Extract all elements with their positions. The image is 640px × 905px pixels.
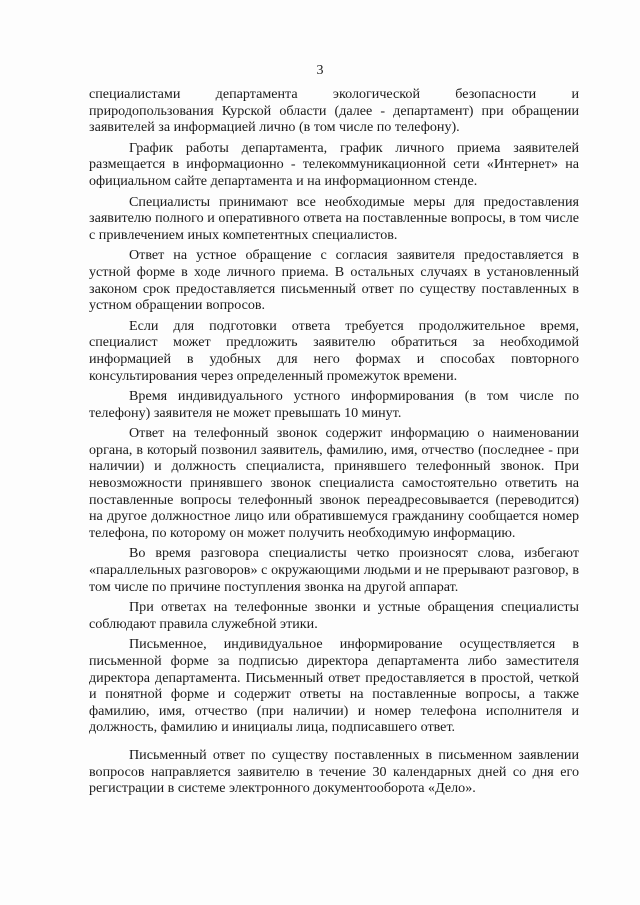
paragraph-written-informing: Письменное, индивидуальное информирование осуществляется в письменной форме за подписью директора департамента либо заместителя директора департамента. Письменный ответ предоставляется в простой, четкой и понятной форме и содержит ответы на поставленные вопросы, а также фамилию, имя, отчество (при наличии) и номер телефона исполнителя и должность, фамилию и инициалы лица, подписавшего ответ. [89,636,579,736]
paragraph-written-response-term: Письменный ответ по существу поставленных в письменном заявлении вопросов направляется заявителю в течение 30 календарных дней со дня его регистрации в системе электронного документооборота «Дело». [89,746,579,797]
page-number: 3 [316,63,324,78]
paragraph-schedule: График работы департамента, график личного приема заявителей размещается в информационно - телекоммуникационной сети «Интернет» на официальном сайте департамента и на информационном стенде. [89,139,579,189]
paragraph-ethics: При ответах на телефонные звонки и устные обращения специалисты соблюдают правила служебной этики. [89,599,579,632]
paragraph-phone-answer: Ответ на телефонный звонок содержит информацию о наименовании органа, в который позвонил заявитель, фамилию, имя, отчество (последнее - при наличии) и должность специалиста, принявшего телефонный звонок. При невозможности принявшего звонок специалиста самостоятельно ответить на поставленные вопросы телефонный звонок переадресовывается (переводится) на другое должностное лицо или обратившемуся гражданину сообщается номер телефона, по которому он может получить необходимую информацию. [89,425,579,541]
paragraph-time-limit: Время индивидуального устного информирования (в том числе по телефону) заявителя не может превышать 10 минут. [89,388,579,421]
document-body [89,86,579,797]
paragraph-conversation-rules: Во время разговора специалисты четко произносят слова, избегают «параллельных разговоров» с окружающими людьми и не прерывают разговор, в том числе по причине поступления звонка на другой аппарат. [89,545,579,595]
paragraph-oral-response: Ответ на устное обращение с согласия заявителя предоставляется в устной форме в ходе личного приема. В остальных случаях в установленный законом срок предоставляется письменный ответ по существу поставленных в устном обращении вопросов. [89,247,579,314]
paragraph-specialists-measures: Специалисты принимают все необходимые меры для предоставления заявителю полного и оперативного ответа на поставленные вопросы, в том числе с привлечением иных компетентных специалистов. [89,193,579,243]
paragraph-continuation: специалистами департамента экологической безопасности и природопользования Курской области (далее - департамент) при обращении заявителей за информацией лично (в том числе по телефону). [89,86,579,136]
paragraph-long-preparation: Если для подготовки ответа требуется продолжительное время, специалист может предложить заявителю обратиться за необходимой информацией в удобных для него формах и способах повторного консультирования через определенный промежуток времени. [89,317,579,384]
